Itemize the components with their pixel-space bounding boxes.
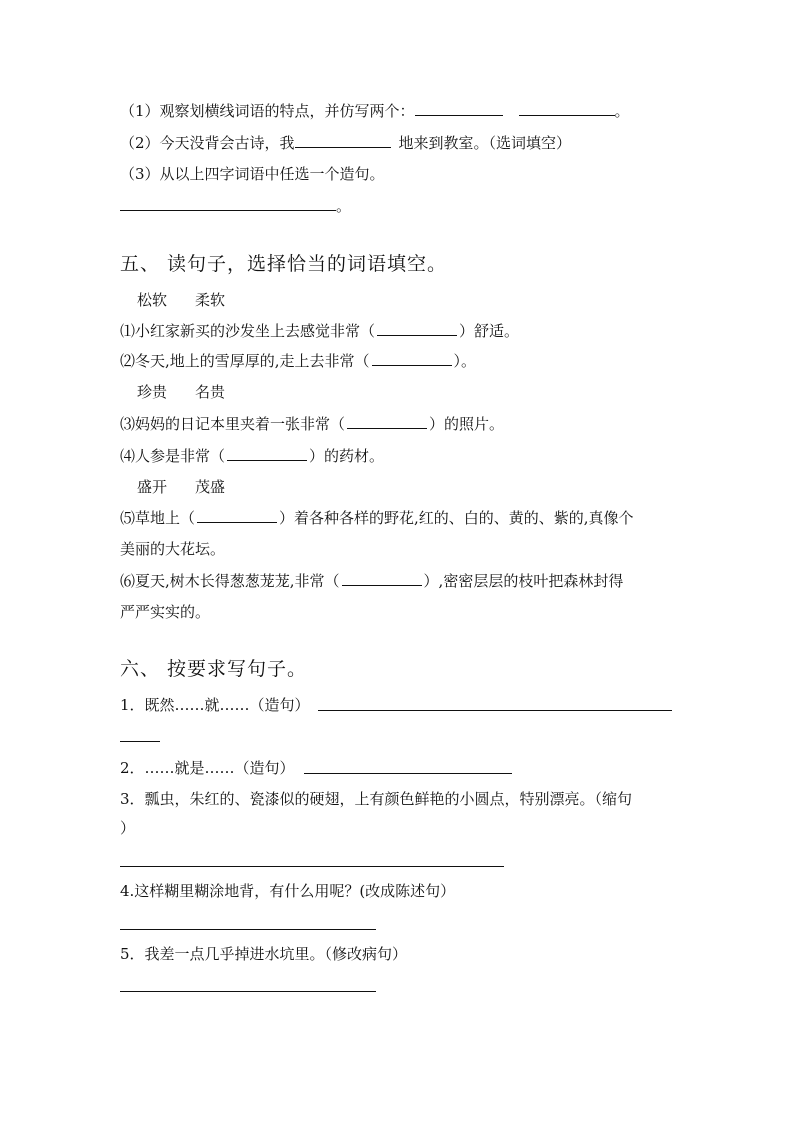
word-choice: 珍贵 bbox=[137, 383, 168, 401]
word-choices-1 bbox=[137, 290, 225, 310]
answer-line[interactable] bbox=[304, 773, 512, 774]
punctuation: 。 bbox=[336, 197, 352, 215]
answer-blank[interactable] bbox=[372, 351, 452, 366]
question-text: 4.这样糊里糊涂地背，有什么用呢？(改成陈述句） bbox=[120, 882, 456, 900]
sentence-5-6 bbox=[120, 571, 623, 591]
question-6-5 bbox=[120, 944, 407, 964]
sentence-text: 严严实实的。 bbox=[120, 603, 211, 621]
answer-blank[interactable] bbox=[377, 321, 457, 336]
question-6-2 bbox=[120, 758, 295, 778]
word-choices-3 bbox=[137, 477, 225, 497]
question-text: （1）观察划横线词语的特点，并仿写两个： bbox=[120, 102, 415, 120]
sentence-text: ）。 bbox=[453, 352, 477, 370]
answer-line[interactable] bbox=[120, 991, 376, 992]
sentence-text: ⑷人参是非常（ bbox=[120, 447, 226, 465]
answer-blank[interactable] bbox=[342, 571, 422, 586]
answer-line-4-3 bbox=[120, 196, 351, 216]
word-choice: 盛开 bbox=[137, 478, 168, 496]
question-text: 3．瓢虫，朱红的、瓷漆似的硬翅，上有颜色鲜艳的小圆点，特别漂亮。（缩句 bbox=[120, 790, 633, 808]
sentence-text: 美丽的大花坛。 bbox=[120, 540, 226, 558]
sentence-5-5-cont bbox=[120, 539, 225, 559]
question-4-1 bbox=[120, 101, 630, 121]
question-text: ） bbox=[120, 819, 136, 837]
sentence-text: ）着各种各样的野花,红的、白的、黄的、紫的,真像个 bbox=[279, 509, 634, 527]
answer-blank[interactable] bbox=[295, 133, 391, 148]
question-text: （2）今天没背会古诗，我 bbox=[120, 134, 295, 152]
answer-line[interactable] bbox=[120, 929, 376, 930]
question-text: 5．我差一点几乎掉进水坑里。（修改病句） bbox=[120, 945, 408, 963]
sentence-5-6-cont bbox=[120, 602, 210, 622]
sentence-text: ⑵冬天,地上的雪厚厚的,走上去非常（ bbox=[120, 352, 370, 370]
sentence-5-2 bbox=[120, 351, 476, 371]
sentence-text: ）,密密层层的枝叶把森林封得 bbox=[423, 572, 624, 590]
answer-blank[interactable] bbox=[347, 414, 427, 429]
question-4-3 bbox=[120, 164, 385, 184]
sentence-text: ⑸草地上（ bbox=[120, 509, 196, 527]
sentence-5-5 bbox=[120, 508, 634, 528]
word-choices-2 bbox=[137, 382, 225, 402]
sentence-text: ）舒适。 bbox=[459, 322, 520, 340]
sentence-text: ⑶妈妈的日记本里夹着一张非常（ bbox=[120, 415, 346, 433]
sentence-5-3 bbox=[120, 414, 504, 434]
answer-blank[interactable] bbox=[519, 101, 615, 116]
section-6-heading: 六、 按要求写句子。 bbox=[120, 658, 308, 680]
question-text: 2．……就是……（造句） bbox=[120, 759, 295, 777]
sentence-5-4 bbox=[120, 446, 384, 466]
question-4-2 bbox=[120, 133, 571, 153]
answer-blank[interactable] bbox=[120, 196, 336, 211]
question-text: 1．既然……就……（造句） bbox=[120, 696, 310, 714]
question-6-3-cont bbox=[120, 818, 135, 838]
word-choice: 茂盛 bbox=[195, 478, 226, 496]
answer-blank[interactable] bbox=[227, 446, 307, 461]
word-choice: 名贵 bbox=[195, 383, 226, 401]
answer-line[interactable] bbox=[120, 741, 160, 742]
question-text: 地来到教室。（选词填空） bbox=[398, 134, 572, 152]
sentence-text: ⑴小红家新买的沙发坐上去感觉非常（ bbox=[120, 322, 376, 340]
question-text: （3）从以上四字词语中任选一个造句。 bbox=[120, 165, 385, 183]
answer-line[interactable] bbox=[318, 710, 672, 711]
question-6-1 bbox=[120, 695, 310, 715]
punctuation: 。 bbox=[614, 102, 630, 120]
answer-blank[interactable] bbox=[415, 101, 503, 116]
question-6-4 bbox=[120, 881, 455, 901]
sentence-text: ⑹夏天,树木长得葱葱茏茏,非常（ bbox=[120, 572, 340, 590]
section-5-heading: 五、 读句子，选择恰当的词语填空。 bbox=[120, 253, 448, 275]
sentence-text: ）的照片。 bbox=[429, 415, 505, 433]
word-choice: 柔软 bbox=[195, 291, 226, 309]
sentence-5-1 bbox=[120, 321, 519, 341]
question-6-3 bbox=[120, 789, 632, 809]
answer-blank[interactable] bbox=[197, 508, 277, 523]
answer-line[interactable] bbox=[120, 866, 504, 867]
sentence-text: ）的药材。 bbox=[309, 447, 385, 465]
word-choice: 松软 bbox=[137, 291, 168, 309]
